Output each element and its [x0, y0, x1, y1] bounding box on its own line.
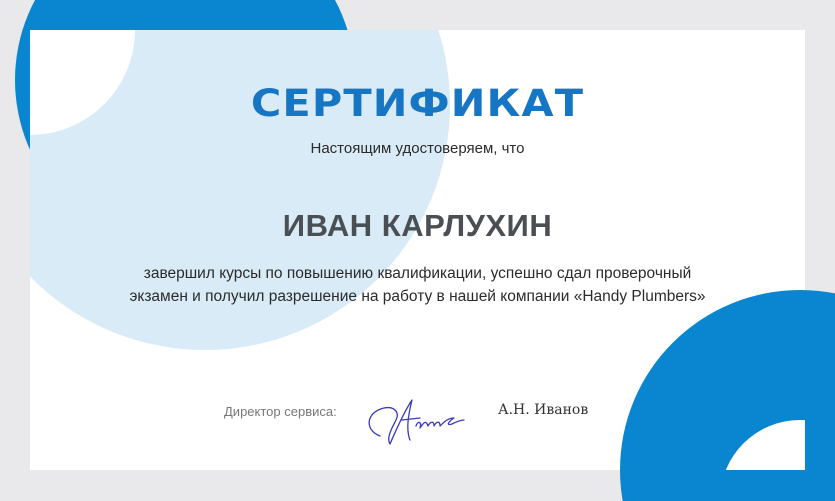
signature-label: Директор сервиса: [224, 404, 337, 419]
certificate-content [30, 30, 805, 470]
certificate-title: СЕРТИФИКАТ [250, 82, 585, 125]
signatory-name: А.Н. Иванов [498, 402, 589, 418]
recipient-name: ИВАН КАРЛУХИН [282, 208, 553, 243]
handwritten-signature-icon [360, 390, 470, 450]
certificate-body: завершил курсы по повышению квалификации, успешно сдал проверочный экзамен и получил разрешение на работу в нашей компании «Handy Plumbers» [129, 265, 706, 305]
certificate-intro: Настоящим удостоверяем, что [310, 140, 525, 157]
certificate-card [30, 30, 805, 470]
